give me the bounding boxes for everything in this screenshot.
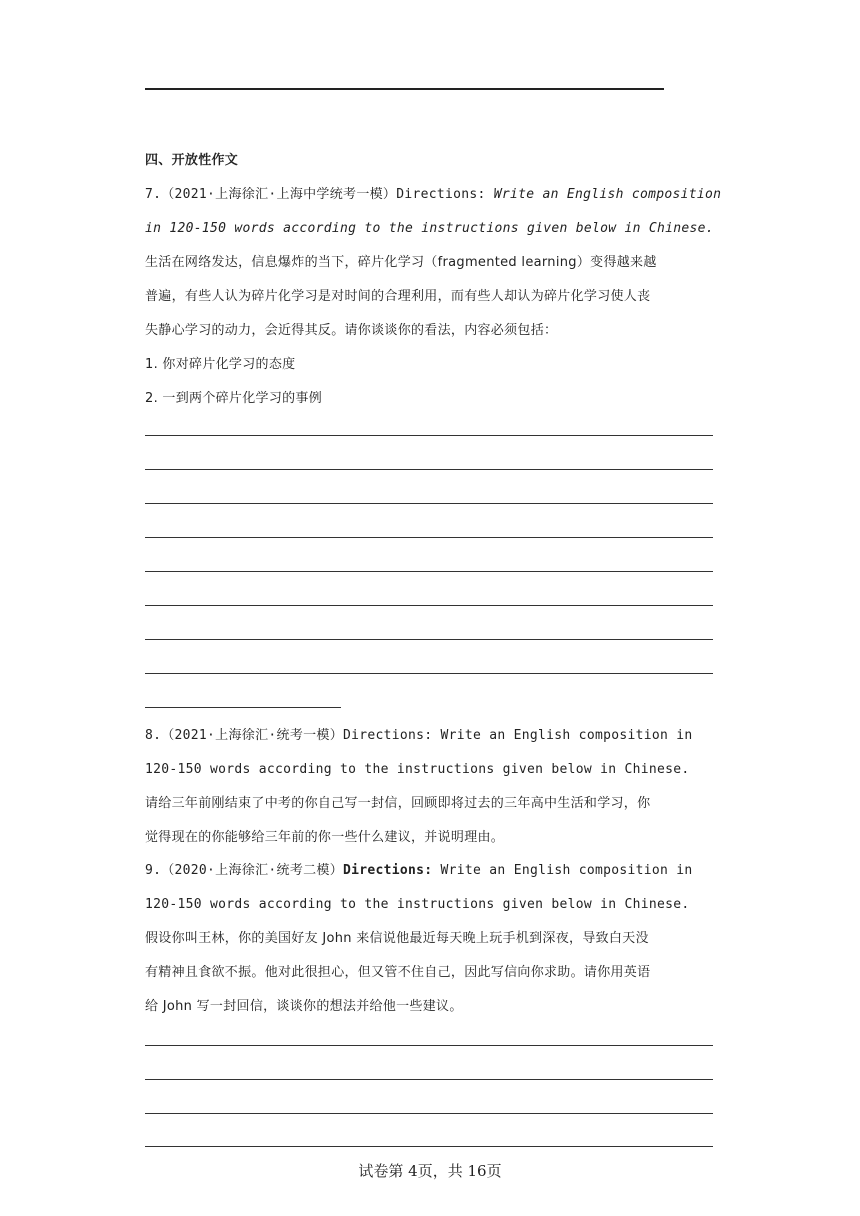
- section-heading: 四、开放性作文: [145, 153, 239, 168]
- answer-line[interactable]: [145, 605, 713, 606]
- answer-line[interactable]: [145, 639, 713, 640]
- q9-directions-line-2: 120-150 words according to the instructions given below in Chinese.: [145, 897, 690, 912]
- q7-number-source: 7.（2021·上海徐汇·上海中学统考一模）: [145, 187, 397, 202]
- answer-line[interactable]: [145, 469, 713, 470]
- answer-line[interactable]: [145, 673, 713, 674]
- answer-line[interactable]: [145, 1113, 713, 1114]
- q9-body-line-1: 假设你叫王林，你的美国好友 John 来信说他最近每天晚上玩手机到深夜，导致白天没: [145, 931, 649, 946]
- q9-directions-text: Write an English composition in: [432, 863, 693, 878]
- q8-body-line-1: 请给三年前刚结束了中考的你自己写一封信，回顾即将过去的三年高中生活和学习，你: [145, 796, 651, 811]
- q7-directions-line-2: in 120-150 words according to the instructions given below in Chinese.: [145, 221, 714, 236]
- q7-body-line-2: 普遍，有些人认为碎片化学习是对时间的合理利用，而有些人却认为碎片化学习使人丧: [145, 289, 651, 304]
- answer-line[interactable]: [145, 571, 713, 572]
- answer-line[interactable]: [145, 503, 713, 504]
- q9-directions-label: Directions:: [343, 863, 433, 878]
- q9-body-line-3: 给 John 写一封回信，谈谈你的想法并给他一些建议。: [145, 999, 463, 1014]
- q7-body-line-3: 失静心学习的动力，会近得其反。请你谈谈你的看法，内容必须包括：: [145, 323, 558, 338]
- q7-directions-text-1: Write an English composition: [493, 187, 722, 202]
- q7-body-line-1: 生活在网络发达，信息爆炸的当下，碎片化学习（fragmented learning）变得越来越: [145, 255, 657, 270]
- q8-directions-line-1: 8.（2021·上海徐汇·统考一模）Directions: Write an English composition in: [145, 728, 693, 743]
- answer-line[interactable]: [145, 435, 713, 436]
- q7-requirement-1: 1. 你对碎片化学习的态度: [145, 357, 296, 372]
- answer-line[interactable]: [145, 707, 341, 708]
- q8-directions-line-2: 120-150 words according to the instructions given below in Chinese.: [145, 762, 690, 777]
- answer-line[interactable]: [145, 1146, 713, 1147]
- answer-line-top: [145, 88, 664, 90]
- q9-number-source: 9.（2020·上海徐汇·统考二模）: [145, 863, 344, 878]
- answer-line[interactable]: [145, 1079, 713, 1080]
- q9-directions-line-1: [145, 862, 692, 880]
- q8-body-line-2: 觉得现在的你能够给三年前的你一些什么建议，并说明理由。: [145, 830, 505, 845]
- q9-body-line-2: 有精神且食欲不振。他对此很担心，但又管不住自己，因此写信向你求助。请你用英语: [145, 965, 651, 980]
- q7-directions-label: Directions:: [396, 187, 494, 202]
- page-footer: 试卷第 4页，共 16页: [358, 1162, 502, 1180]
- q7-directions-line-1: [145, 186, 721, 204]
- answer-line[interactable]: [145, 537, 713, 538]
- q7-requirement-2: 2. 一到两个碎片化学习的事例: [145, 391, 323, 406]
- answer-line[interactable]: [145, 1045, 713, 1046]
